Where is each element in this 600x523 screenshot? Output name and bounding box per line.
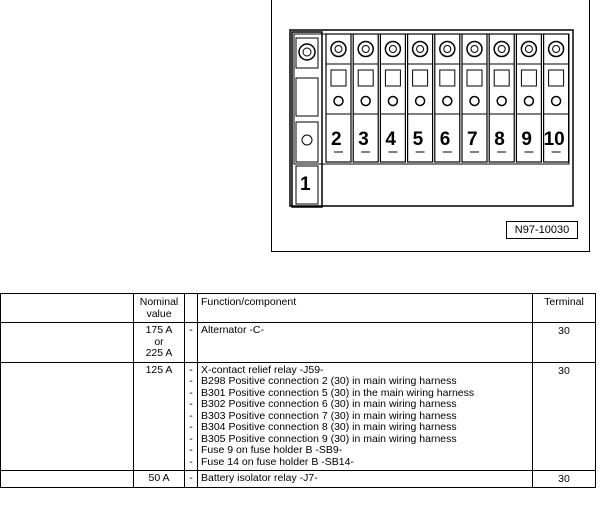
fuse-screw-icon [444,46,451,53]
function-cell [198,362,533,471]
fuse-label: 1 [300,174,311,195]
function-item: Alternator -C- [201,324,265,336]
fuse-label: 9 [521,129,532,150]
bullet-dash: - [189,444,193,456]
fuse-screw-icon [471,46,478,53]
bullet-dash: - [189,432,193,445]
fuse-screw-icon [494,42,509,57]
fuse-screw-icon [440,42,455,57]
function-cell [198,471,533,488]
fuse-screw-icon [498,46,505,53]
function-item: B301 Positive connection 5 (30) in the main wiring harness [201,386,475,399]
header-nominal: Nominal value [134,294,185,323]
bullet-dash: - [189,409,193,422]
fuse-label: 2 [331,129,342,150]
fuse-element [467,70,482,86]
fuse-element [358,70,373,86]
fuse-terminal-icon [361,97,370,106]
fuse-assignment-table [0,293,596,488]
fuse-holder-figure [271,0,590,252]
fuse-terminal-icon [334,97,343,106]
function-item: Battery isolator relay -J7- [201,472,318,484]
fuse-label: 8 [494,129,505,150]
nominal-value: 225 A [145,347,173,359]
fuse-screw-icon [467,42,482,57]
nominal-value: or [154,335,164,348]
bullet-dash: - [189,386,193,399]
header-blank [1,294,134,323]
fuse-terminal-icon [470,97,479,106]
fuse-holder-drawing [272,0,591,252]
fuse-element [413,70,428,86]
header-function: Function/component [198,294,533,323]
fuse-screw-icon [358,42,373,57]
fuse-element [331,70,346,86]
nominal-value-cell [134,362,185,471]
fuse-label: 4 [385,129,396,150]
fuse-terminal-icon [443,97,452,106]
fuse-label: 10 [543,129,565,150]
bullet-dash: - [189,398,193,410]
table-row [1,471,596,488]
function-item: B302 Positive connection 6 (30) in main wiring harness [201,398,457,410]
header-dash-col [185,294,198,323]
fuse-screw-icon [385,42,400,57]
fuse-element [440,70,455,86]
bullet-dash: - [189,455,193,468]
function-item: B298 Positive connection 2 (30) in main wiring harness [201,375,457,387]
nominal-value: 125 A [145,363,173,376]
fuse-screw-icon [389,46,396,53]
terminal-cell: 30 [533,362,596,471]
fuse-screw-icon [525,46,532,53]
function-item: B303 Positive connection 7 (30) in main wiring harness [201,409,457,422]
bullet-dash: - [189,363,193,376]
function-cell [198,323,533,363]
table-header-row [1,294,596,323]
nominal-value: 175 A [145,324,173,336]
terminal-cell: 30 [533,471,596,488]
fuse-element [494,70,509,86]
table-row [1,362,596,471]
header-terminal: Terminal [533,294,596,323]
bullet-cell [185,323,198,363]
nominal-value-cell [134,323,185,363]
fuse-terminal-icon [388,97,397,106]
fuse-terminal-icon [416,97,425,106]
table-row [1,323,596,363]
function-item: X-contact relief relay -J59- [201,363,324,376]
fuse-element [385,70,400,86]
fuse-label: 5 [412,129,424,150]
nominal-value: 50 A [148,472,170,484]
bullet-dash: - [189,324,193,336]
fuse-screw-icon [417,46,424,53]
nominal-value-cell [134,471,185,488]
fuse-element [549,70,564,86]
bullet-dash: - [189,375,193,387]
fuse-label: 6 [439,129,451,150]
fuse-terminal-icon [497,97,506,106]
fuse-terminal-icon [524,97,533,106]
fuse-screw-icon [549,42,564,57]
fuse-screw-icon [331,42,346,57]
fuse-id-cell [1,362,134,471]
function-item: B304 Positive connection 8 (30) in main wiring harness [201,421,457,433]
function-item: Fuse 9 on fuse holder B -SB9- [201,444,343,456]
fuse-label: 3 [358,129,369,150]
fuse-screw-icon [553,46,560,53]
function-item: Fuse 14 on fuse holder B -SB14- [201,455,354,468]
bullet-dash: - [189,421,193,433]
bullet-cell [185,471,198,488]
fuse-label: 7 [467,129,478,150]
fuse-id-cell [1,471,134,488]
bullet-cell [185,362,198,471]
fuse-screw-icon [521,42,536,57]
fuse-screw-icon [335,46,342,53]
function-item: B305 Positive connection 9 (30) in main wiring harness [201,432,457,445]
bullet-dash: - [189,472,193,484]
fuse-screw-icon [362,46,369,53]
fuse-id-cell [1,323,134,363]
fuse-screw-icon [413,42,428,57]
fuse-terminal-icon [552,97,561,106]
terminal-cell: 30 [533,323,596,363]
figure-reference: N97-10030 [506,221,578,239]
fuse-element [521,70,536,86]
